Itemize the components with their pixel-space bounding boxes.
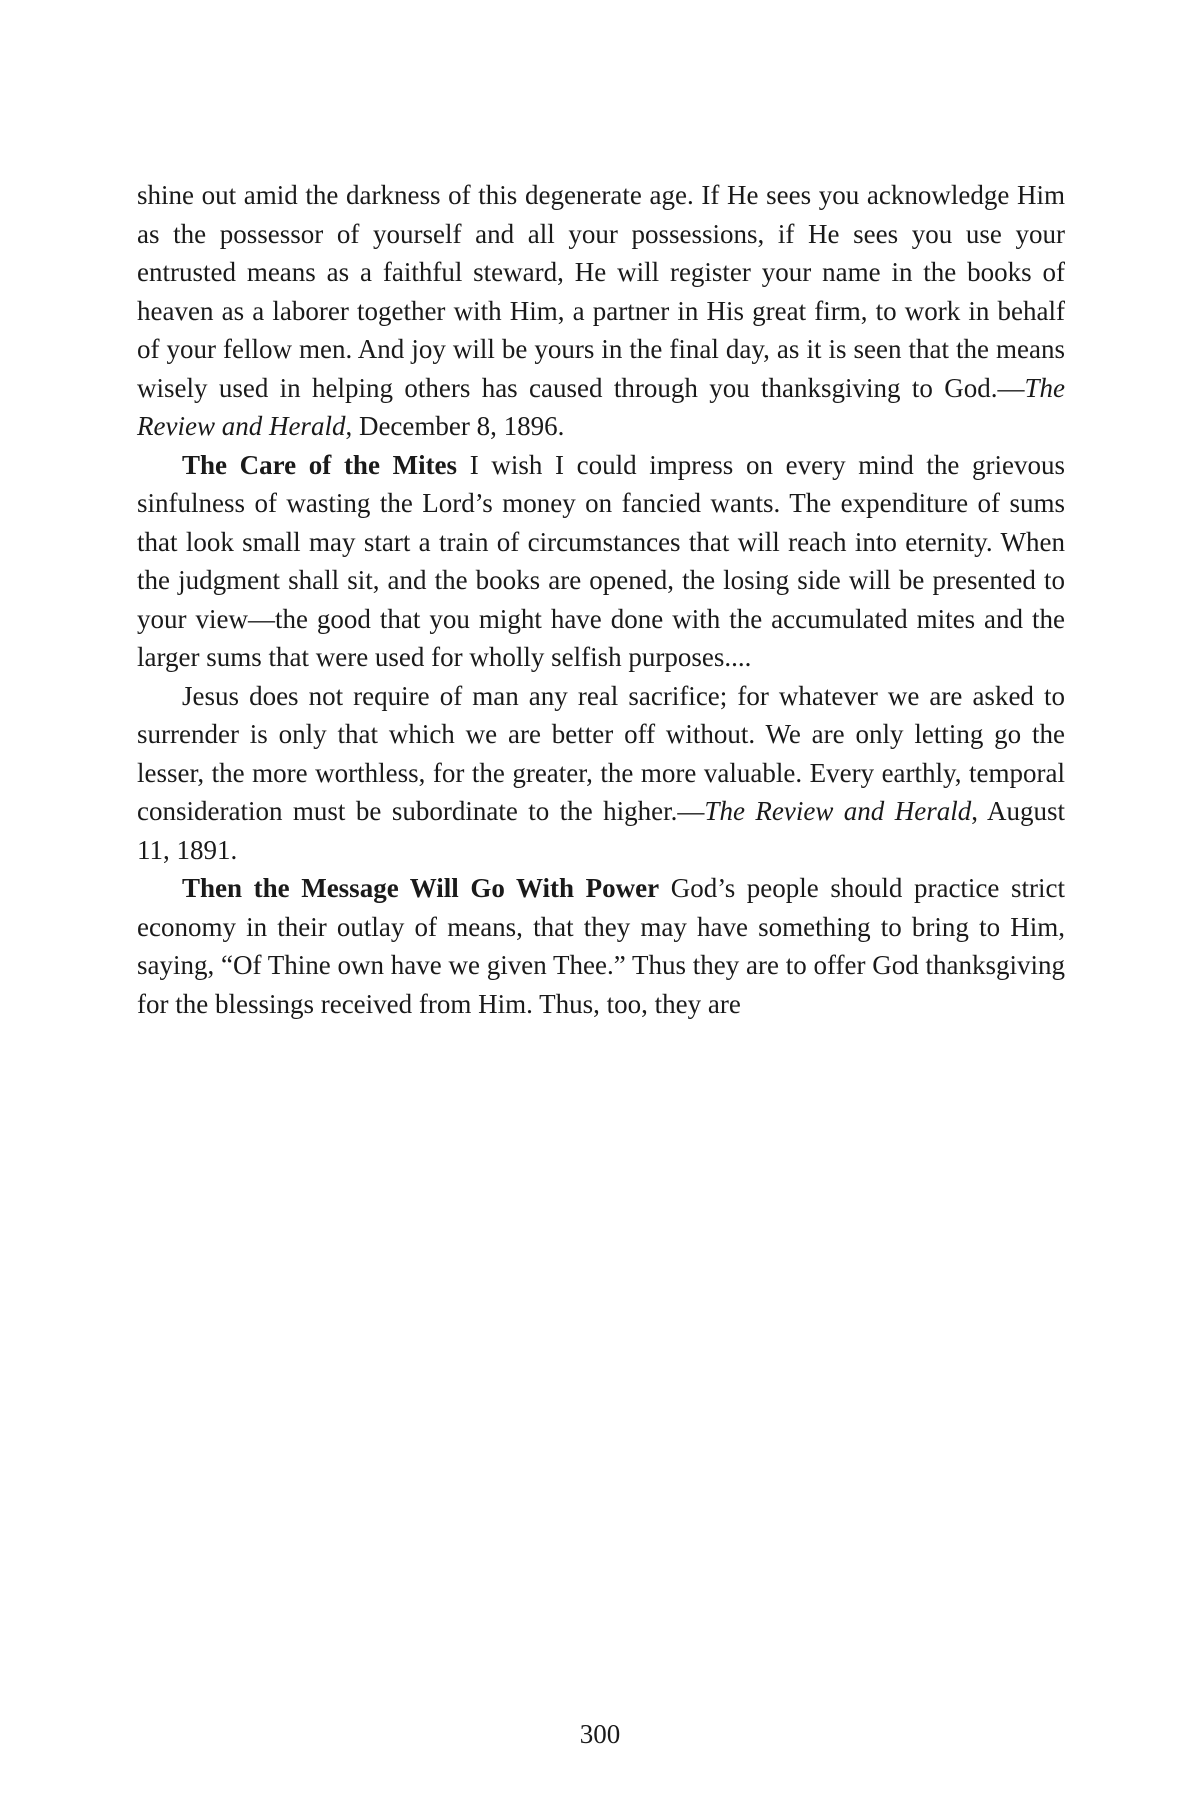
citation-date: , December 8, 1896. [345,411,565,441]
paragraph-text: I wish I could impress on every mind the grievous sinfulness of wasting the Lord’s money on fancied wants. The expenditure of sums that look small may start a train of circumstances that will reach into eternity. When the judgment shall sit, and the books are opened, the losing side will be presented to your view—the good that you might have done with the accumulated mites and the larger sums that were used for wholly selfish purposes.... [137,449,1066,672]
page-number: 300 [579,1719,621,1749]
citation-title: The Review and Herald [704,796,972,826]
citation-title: The Review and Herald [137,372,1065,441]
citation-date: , August 11, 1891. [137,796,1065,865]
paragraph-jesus-sacrifice [137,677,1065,870]
page-body [137,176,1065,1023]
paragraph-text: Jesus does not require of man any real sacrifice; for whatever we are asked to surrender is only that which we are better off without. We are only letting go the lesser, the more worthless, for the greater, the more valuable. Every earthly, temporal consideration must be subordinate to the higher.— [137,680,1065,826]
section-heading: The Care of the Mites [182,449,458,480]
paragraph-message-with-power [137,869,1065,1023]
paragraph-text: shine out amid the darkness of this degenerate age. If He sees you acknowledge Him as the possessor of yourself and all your possessions, if He sees you use your entrusted means as a faithful steward, He will register your name in the books of heaven as a laborer together with Him, a partner in His great firm, to work in behalf of your fellow men. And joy will be yours in the final day, as it is seen that the means wisely used in helping others has caused through you thanksgiving to God.— [137,180,1065,403]
paragraph-continuation [137,176,1065,446]
paragraph-care-of-the-mites [137,446,1065,677]
paragraph-text: God’s people should practice strict economy in their outlay of means, that they may have something to bring to Him, saying, “Of Thine own have we given Thee.” Thus they are to offer God thanksgiving for the blessings received from Him. Thus, too, they are [137,873,1065,1019]
section-heading: Then the Message Will Go With Power [182,873,660,903]
